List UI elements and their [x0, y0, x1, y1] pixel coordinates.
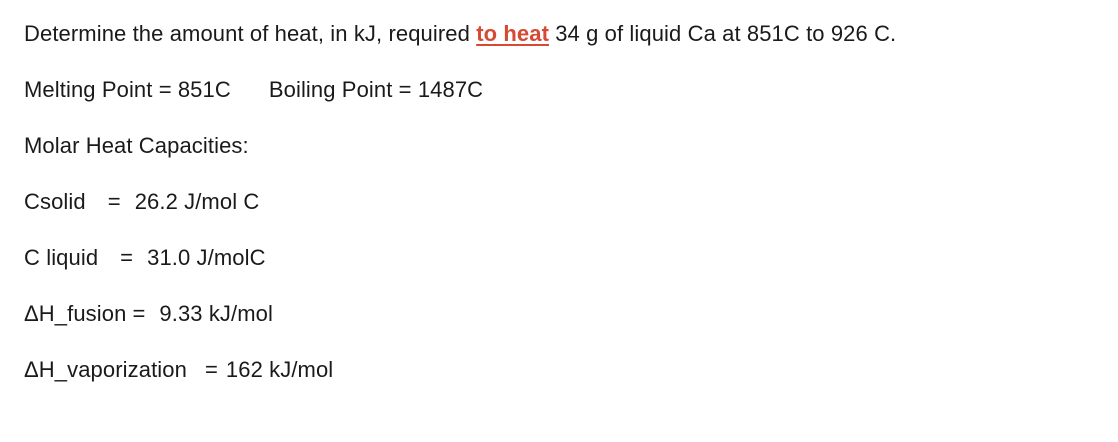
constant-value: 9.33 kJ/mol: [159, 301, 273, 326]
constant-value: 162 kJ/mol: [225, 357, 334, 382]
constant-label: Csolid: [24, 189, 86, 214]
constant-label: ΔH_vaporization: [24, 357, 187, 382]
problem-document: [24, 0, 1118, 442]
constant-value: 26.2 J/mol C: [134, 189, 260, 214]
boiling-point: Boiling Point = 1487C: [268, 77, 484, 102]
constant-dh-fusion: [24, 299, 273, 329]
constant-cliquid: [24, 243, 266, 273]
highlighted-keyword: to heat: [476, 21, 549, 46]
constant-csolid: [24, 187, 259, 217]
equals-sign: =: [107, 189, 121, 214]
phase-points-line: [24, 75, 483, 105]
constant-value: 31.0 J/molC: [147, 245, 266, 270]
question-text-after: 34 g of liquid Ca at 851C to 926 C.: [549, 21, 897, 46]
melting-point: Melting Point = 851C: [24, 77, 231, 102]
equals-sign: =: [132, 301, 146, 326]
constant-dh-vaporization: [24, 355, 333, 385]
question-text-before: Determine the amount of heat, in kJ, required: [24, 21, 477, 46]
equals-sign: =: [120, 245, 134, 270]
molar-heat-heading: Molar Heat Capacities:: [24, 133, 249, 158]
constant-label: C liquid: [24, 245, 99, 270]
question-line: [24, 19, 896, 49]
constant-label: ΔH_fusion: [24, 301, 127, 326]
equals-sign: =: [204, 357, 218, 382]
